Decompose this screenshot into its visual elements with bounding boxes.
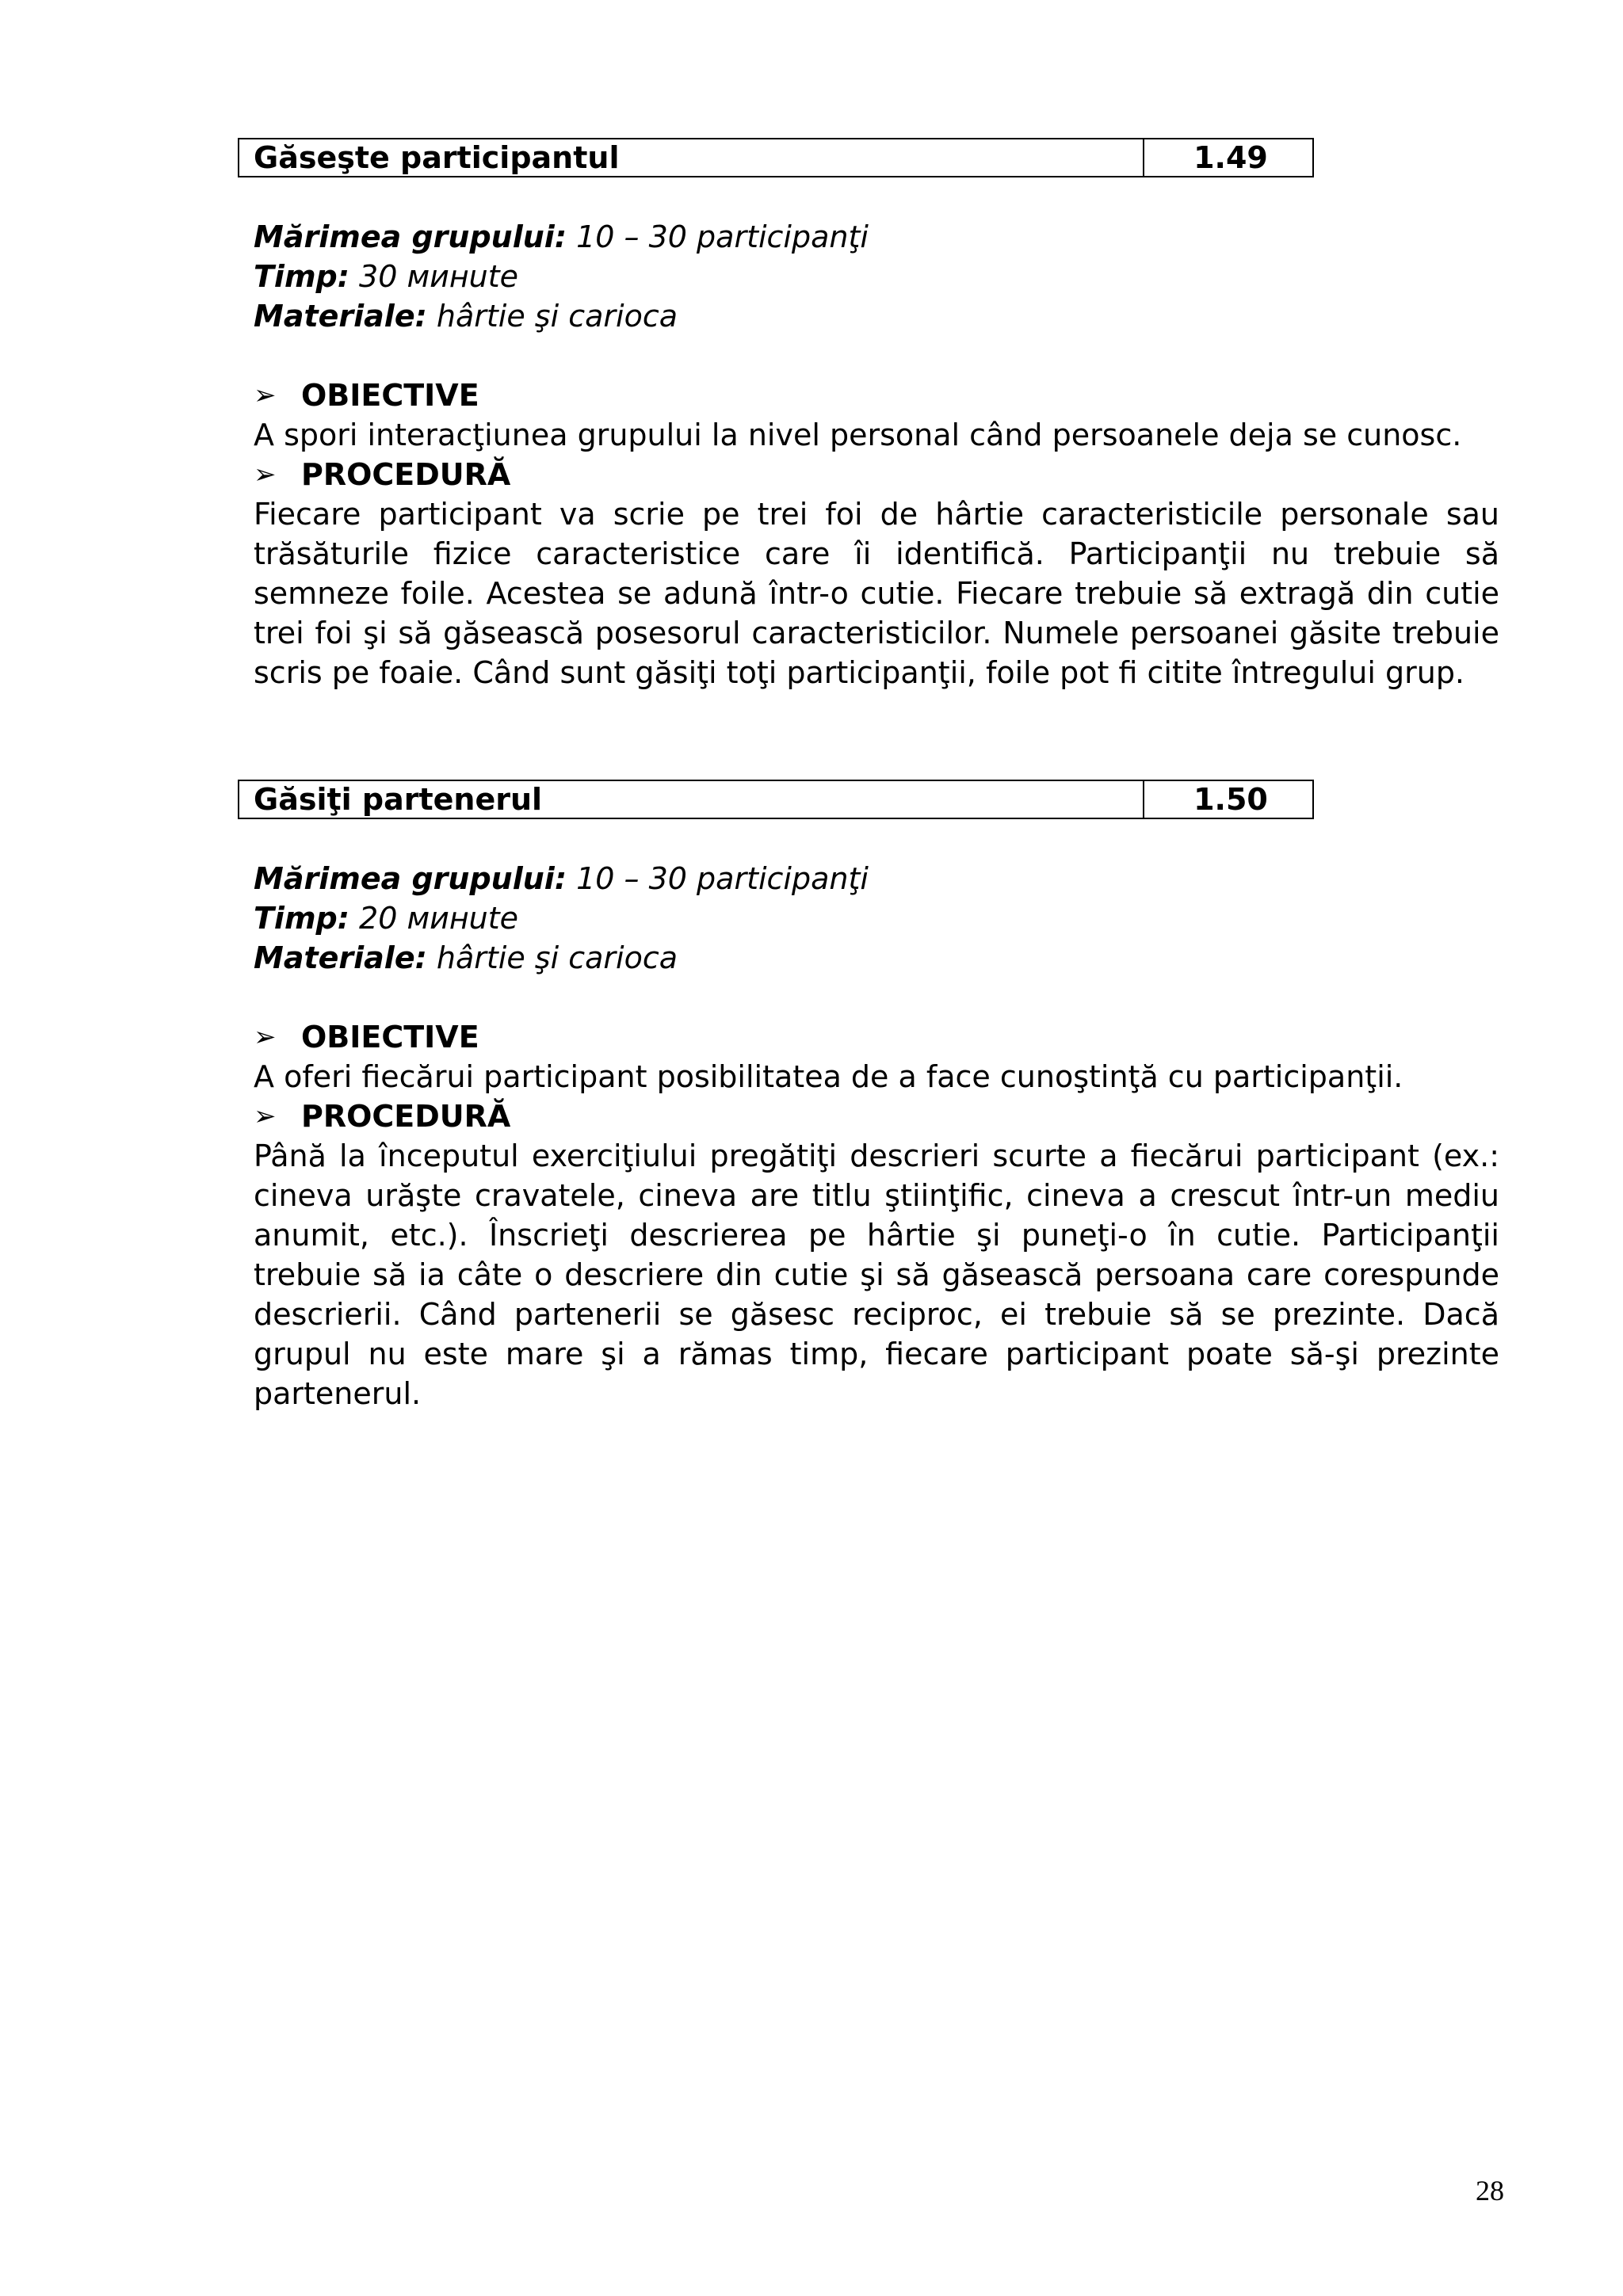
objectives-heading-label: OBIECTIVE	[301, 378, 479, 413]
activity-number: 1.49	[1193, 140, 1268, 175]
page-number: 28	[1476, 2175, 1504, 2206]
time-value: 20 минute	[349, 901, 519, 936]
activity-title: Găseşte participantul	[239, 139, 1144, 176]
activity-title-table	[238, 780, 1314, 819]
time-line	[254, 898, 1506, 938]
objectives-heading-label: OBIECTIVE	[301, 1020, 479, 1055]
procedure-heading-label: PROCEDURĂ	[301, 457, 511, 492]
objectives-text: A oferi fiecărui participant posibilitatea de a face cunoştinţă cu participanţii.	[254, 1059, 1403, 1094]
activity-title-table	[238, 138, 1314, 177]
group-size-line	[254, 859, 1506, 898]
time-line	[254, 257, 1506, 296]
group-size-label: Mărimea grupului:	[254, 861, 567, 896]
activity-number: 1.50	[1193, 782, 1268, 817]
group-size-value: 10 – 30 participanţi	[567, 219, 869, 254]
time-value: 30 минute	[349, 259, 519, 294]
procedure-text: Până la începutul exerciţiului pregătiţi descrieri scurte a fiecărui participant (ex.: cineva urăşte cravatele, cineva are titlu ştiinţific, cineva a crescut într-un mediu anumit, etc.). Înscrieţi descrierea pe hârtie şi puneţi-o în cutie. Participanţii trebuie să ia câte o descriere din cutie şi să găsească persoana care corespunde descrierii. Când partenerii se găsesc reciproc, ei trebuie să se prezinte. Dacă grupul nu este mare şi a rămas timp, fiecare participant poate să-şi prezinte partenerul.	[254, 1138, 1499, 1411]
activity-meta	[254, 217, 1506, 336]
time-label: Timp:	[254, 259, 349, 294]
arrow-bullet-icon: ➢	[254, 1021, 277, 1053]
procedure-heading-label: PROCEDURĂ	[301, 1099, 511, 1134]
materials-label: Materiale:	[254, 299, 427, 334]
arrow-bullet-icon: ➢	[254, 459, 277, 490]
activity-section-1-49	[238, 138, 1506, 692]
activity-meta	[254, 859, 1506, 978]
objectives-text: A spori interacţiunea grupului la nivel personal când persoanele deja se cunosc.	[254, 418, 1462, 452]
objectives-heading	[254, 1017, 1506, 1057]
group-size-label: Mărimea grupului:	[254, 219, 567, 254]
materials-line	[254, 938, 1506, 978]
objectives-heading	[254, 376, 1506, 415]
procedure-text: Fiecare participant va scrie pe trei foi de hârtie caracteristicile personale sau trăsăturile fizice caracteristice care îi identifică. Participanţii nu trebuie să semneze foile. Acestea se adună într-o cutie. Fiecare trebuie să extragă din cutie trei foi şi să găsească posesorul caracteristicilor. Numele persoanei găsite trebuie scris pe foaie. Când sunt găsiţi toţi participanţii, foile pot fi citite întregului grup.	[254, 497, 1499, 690]
activity-section-1-50	[238, 780, 1506, 1413]
materials-line	[254, 296, 1506, 336]
arrow-bullet-icon: ➢	[254, 1100, 277, 1132]
procedure-heading	[254, 1097, 1506, 1136]
materials-label: Materiale:	[254, 940, 427, 975]
activity-title: Găsiţi partenerul	[239, 781, 1144, 818]
arrow-bullet-icon: ➢	[254, 379, 277, 411]
time-label: Timp:	[254, 901, 349, 936]
group-size-line	[254, 217, 1506, 257]
procedure-heading	[254, 455, 1506, 494]
group-size-value: 10 – 30 participanţi	[567, 861, 869, 896]
materials-value: hârtie şi carioca	[426, 299, 678, 334]
materials-value: hârtie şi carioca	[426, 940, 678, 975]
